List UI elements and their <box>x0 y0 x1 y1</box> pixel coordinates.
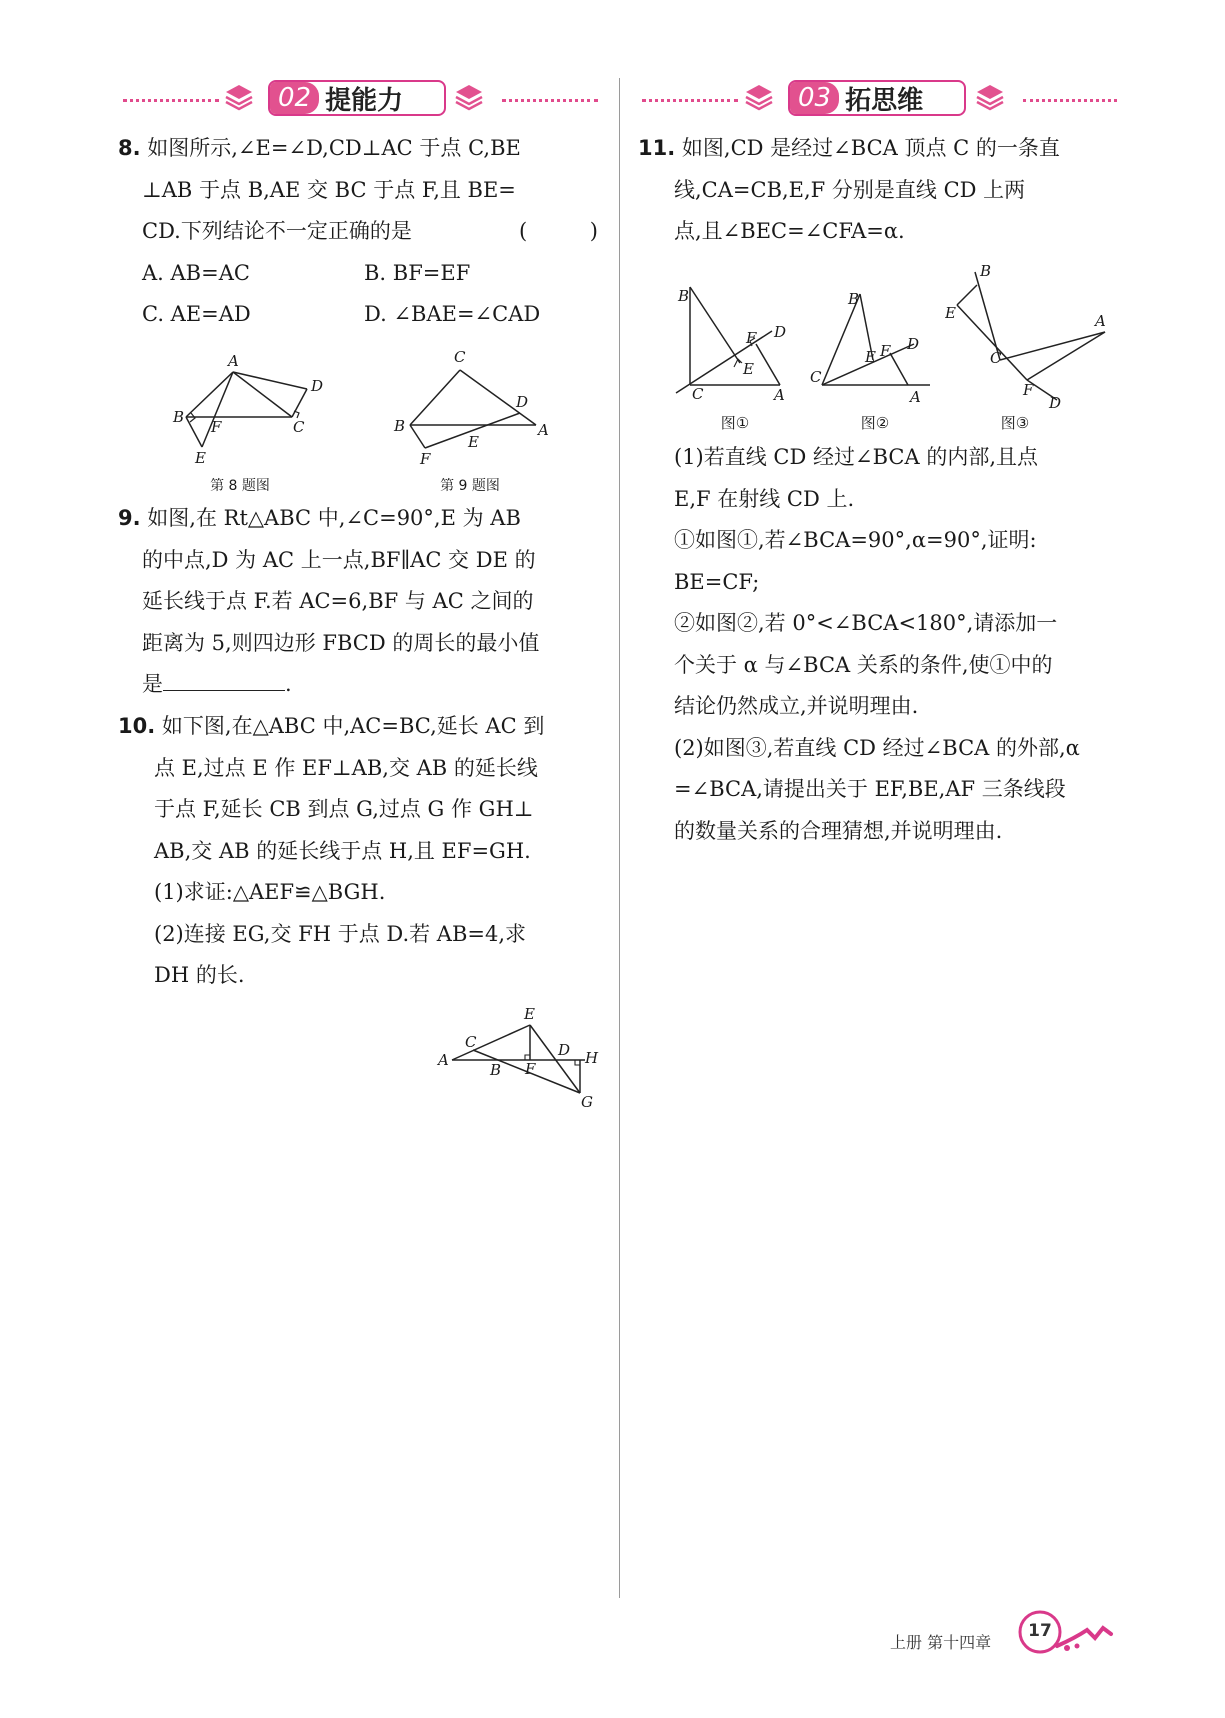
svg-text:E: E <box>195 449 206 467</box>
question-text: 的数量关系的合理猜想,并说明理由. <box>674 818 1003 843</box>
right-header-dots-2 <box>1023 99 1117 102</box>
question-text: 是 <box>142 672 163 696</box>
question-text: 个关于 α 与∠BCA 关系的条件,使①中的 <box>674 652 1053 677</box>
question-text: 点 E,过点 E 作 EF⊥AB,交 AB 的延长线 <box>154 755 538 780</box>
figure-caption: 图① <box>720 414 750 432</box>
svg-text:D: D <box>558 1041 571 1059</box>
question-text: 的中点,D 为 AC 上一点,BF∥AC 交 DE 的 <box>142 547 536 572</box>
question-text: (2)连接 EG,交 FH 于点 D.若 AB=4,求 <box>154 921 527 946</box>
layers-icon <box>454 82 484 112</box>
svg-text:A: A <box>228 352 239 370</box>
question-10 <box>118 706 598 997</box>
svg-text:C: C <box>465 1033 477 1051</box>
left-header-dots-2 <box>502 99 598 102</box>
svg-text:H: H <box>585 1049 599 1067</box>
figure-q10 <box>435 1005 605 1110</box>
svg-text:D: D <box>774 323 787 341</box>
page-number: 17 <box>1028 1621 1052 1641</box>
question-text: ⊥AB 于点 B,AE 交 BC 于点 F,且 BE= <box>142 177 516 202</box>
svg-text:F: F <box>746 329 757 347</box>
section-badge-03 <box>788 80 966 116</box>
question-text: E,F 在射线 CD 上. <box>674 486 855 511</box>
svg-text:F: F <box>211 418 222 436</box>
svg-text:E: E <box>468 433 479 451</box>
section-title: 拓思维 <box>845 85 924 116</box>
section-badge-02 <box>268 80 446 116</box>
svg-text:F: F <box>1023 381 1034 399</box>
svg-text:B: B <box>980 262 992 280</box>
figure-q8 <box>155 350 335 468</box>
svg-text:D: D <box>1049 394 1062 410</box>
figure-11-2 <box>810 282 940 407</box>
question-text: DH 的长. <box>154 963 245 987</box>
figure-caption: 图③ <box>1000 414 1030 432</box>
layers-icon <box>744 82 774 112</box>
figure-q9 <box>390 345 560 470</box>
svg-text:B: B <box>678 287 690 305</box>
svg-text:E: E <box>524 1005 535 1023</box>
question-9 <box>118 498 598 706</box>
svg-text:A: A <box>1095 312 1106 330</box>
question-text: 于点 F,延长 CB 到点 G,过点 G 作 GH⊥ <box>154 797 534 821</box>
answer-blank <box>163 666 285 691</box>
question-text: 如图所示,∠E=∠D,CD⊥AC 于点 C,BE <box>147 136 521 160</box>
svg-text:C: C <box>990 349 1002 367</box>
section-number: 03 <box>790 82 839 114</box>
chapter-label: 上册 第十四章 <box>890 1633 992 1652</box>
question-text: 结论仍然成立,并说明理由. <box>674 694 919 718</box>
svg-text:B: B <box>490 1061 502 1079</box>
svg-text:A: A <box>538 421 549 439</box>
question-number: 9. <box>118 506 141 530</box>
option-b: B. BF=EF <box>364 260 471 285</box>
layers-icon <box>224 82 254 112</box>
question-text: 如图,CD 是经过∠BCA 顶点 C 的一条直 <box>681 136 1060 160</box>
column-divider <box>619 78 620 1598</box>
option-d: D. ∠BAE=∠CAD <box>364 302 541 326</box>
question-text: 线,CA=CB,E,F 分别是直线 CD 上两 <box>674 177 1026 202</box>
svg-text:A: A <box>774 386 785 404</box>
svg-text:C: C <box>293 418 305 436</box>
section-title: 提能力 <box>325 85 404 116</box>
figure-11-1 <box>670 275 800 410</box>
option-c: C. AE=AD <box>142 302 251 326</box>
svg-text:G: G <box>581 1093 593 1110</box>
option-a: A. AB=AC <box>142 260 250 285</box>
question-text: 距离为 5,则四边形 FBCD 的周长的最小值 <box>142 630 540 655</box>
svg-text:A: A <box>910 388 921 406</box>
question-number: 11. <box>638 136 676 160</box>
svg-text:F: F <box>525 1060 536 1078</box>
figure-caption: 第 8 题图 <box>210 478 270 494</box>
figure-caption: 第 9 题图 <box>440 478 500 494</box>
question-text: AB,交 AB 的延长线于点 H,且 EF=GH. <box>154 838 531 863</box>
question-text: 点,且∠BEC=∠CFA=α. <box>674 219 905 243</box>
svg-text:C: C <box>454 348 466 366</box>
layers-icon <box>975 82 1005 112</box>
answer-paren: ( ) <box>518 219 626 243</box>
question-text: . <box>285 672 292 696</box>
question-number: 8. <box>118 136 141 160</box>
svg-text:F: F <box>420 450 431 468</box>
svg-text:D: D <box>907 335 920 353</box>
svg-text:A: A <box>438 1051 449 1069</box>
svg-text:E: E <box>865 348 876 366</box>
question-text: ①如图①,若∠BCA=90°,α=90°,证明: <box>674 528 1037 552</box>
figure-caption: 图② <box>860 414 890 432</box>
question-text: ②如图②,若 0°<∠BCA<180°,请添加一 <box>674 611 1058 635</box>
question-11-parts <box>674 437 1124 852</box>
svg-text:D: D <box>311 377 324 395</box>
question-number: 10. <box>118 714 156 738</box>
svg-text:B: B <box>848 290 860 308</box>
question-text: (1)若直线 CD 经过∠BCA 的内部,且点 <box>674 445 1039 469</box>
question-8 <box>118 128 626 336</box>
svg-text:F: F <box>880 342 891 360</box>
question-text: 如图,在 Rt△ABC 中,∠C=90°,E 为 AB <box>147 506 521 530</box>
right-header-dots-1 <box>642 99 738 102</box>
question-text: (1)求证:△AEF≌△BGH. <box>154 880 386 904</box>
question-text: 如下图,在△ABC 中,AC=BC,延长 AC 到 <box>161 714 545 738</box>
question-text: (2)如图③,若直线 CD 经过∠BCA 的外部,α <box>674 735 1080 760</box>
svg-text:B: B <box>173 408 185 426</box>
svg-text:E: E <box>945 304 956 322</box>
question-11 <box>638 128 1118 253</box>
question-text: =∠BCA,请提出关于 EF,BE,AF 三条线段 <box>674 777 1066 801</box>
question-text: CD.下列结论不一定正确的是 <box>142 219 412 243</box>
svg-text:C: C <box>810 368 822 386</box>
question-text: 延长线于点 F.若 AC=6,BF 与 AC 之间的 <box>142 589 534 613</box>
question-text: BE=CF; <box>674 569 760 594</box>
svg-text:B: B <box>394 417 406 435</box>
svg-text:E: E <box>743 360 754 378</box>
left-header-dots-1 <box>123 99 219 102</box>
svg-text:C: C <box>692 385 704 403</box>
figure-11-3 <box>945 260 1125 410</box>
svg-text:D: D <box>516 393 529 411</box>
section-number: 02 <box>270 82 319 114</box>
